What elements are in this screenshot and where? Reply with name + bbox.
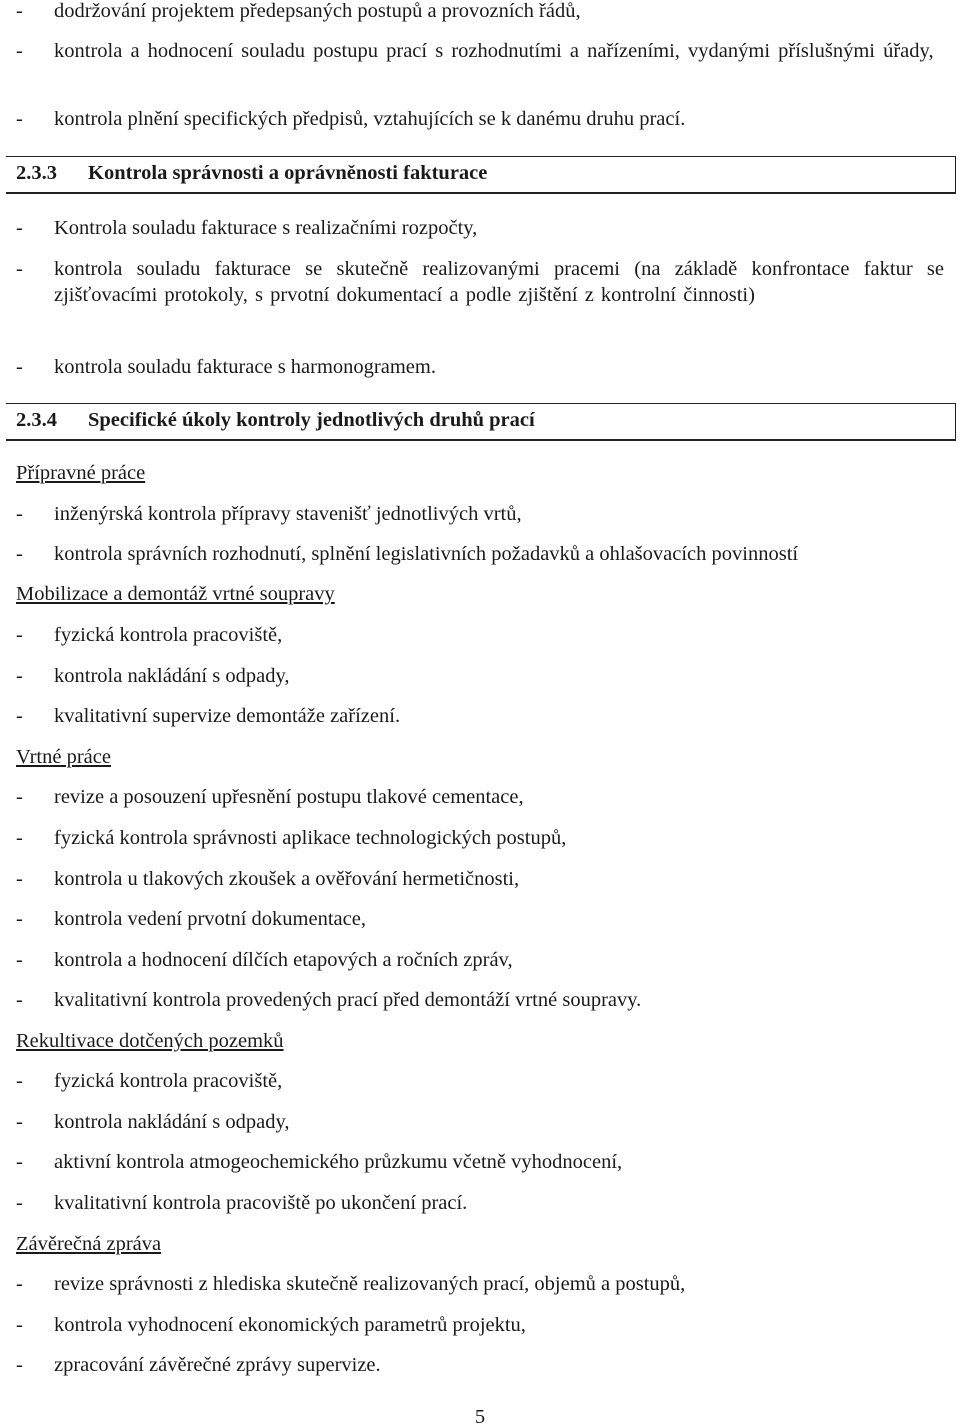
- list-item-text: aktivní kontrola atmogeochemického průzkumu včetně vyhodnocení,: [54, 1151, 623, 1173]
- bullet-dash: -: [16, 705, 23, 727]
- list-item: [16, 1312, 944, 1338]
- bullet-dash: -: [16, 624, 23, 646]
- list-item: [16, 987, 944, 1013]
- list-item-text: kontrola u tlakových zkoušek a ověřování hermetičnosti,: [54, 868, 520, 890]
- bullet-dash: -: [16, 1151, 23, 1173]
- list-item: [16, 906, 944, 932]
- list-item: [16, 947, 944, 973]
- list-item-text: kvalitativní kontrola pracoviště po ukončení prací.: [54, 1192, 468, 1214]
- bullet-dash: -: [16, 665, 23, 687]
- bullet-dash: -: [16, 786, 23, 808]
- list-item-text: Kontrola souladu fakturace s realizačními rozpočty,: [54, 217, 478, 239]
- list-item: [16, 0, 944, 24]
- bullet-dash: -: [16, 1192, 23, 1214]
- section-heading-2-3-3: [6, 156, 956, 194]
- list-item-text: revize a posouzení upřesnění postupu tlakové cementace,: [54, 786, 524, 808]
- list-item-text: inženýrská kontrola přípravy stavenišť jednotlivých vrtů,: [54, 503, 522, 525]
- bullet-dash: -: [16, 503, 23, 525]
- bullet-dash: -: [16, 1070, 23, 1092]
- list-item-text: fyzická kontrola správnosti aplikace technologických postupů,: [54, 827, 567, 849]
- bullet-dash: -: [16, 868, 23, 890]
- list-item: [16, 541, 944, 567]
- list-item-text: dodržování projektem předepsaných postupů a provozních řádů,: [54, 0, 581, 22]
- list-item: [16, 866, 944, 892]
- section-heading-2-3-4: [6, 403, 956, 441]
- bullet-dash: -: [16, 989, 23, 1011]
- list-item: [16, 1271, 944, 1297]
- section-title: Specifické úkoly kontroly jednotlivých druhů prací: [88, 409, 535, 431]
- bullet-dash: -: [16, 0, 23, 22]
- list-item: [16, 256, 944, 308]
- bullet-dash: -: [16, 356, 23, 378]
- bullet-dash: -: [16, 217, 23, 239]
- list-item-text: kontrola plnění specifických předpisů, vztahujících se k danému druhu prací.: [54, 108, 686, 130]
- list-item-text: kvalitativní kontrola provedených prací před demontáží vrtné soupravy.: [54, 989, 642, 1011]
- list-item: [16, 1109, 944, 1135]
- list-item: [16, 622, 944, 648]
- bullet-dash: -: [16, 1111, 23, 1133]
- list-item-text: revize správnosti z hlediska skutečně realizovaných prací, objemů a postupů,: [54, 1273, 686, 1295]
- page-number: 5: [474, 1406, 486, 1428]
- subsection-title: Rekultivace dotčených pozemků: [16, 1030, 284, 1052]
- bullet-dash: -: [16, 1314, 23, 1336]
- list-item-text: kontrola správních rozhodnutí, splnění legislativních požadavků a ohlašovacích povinností: [54, 543, 799, 565]
- list-item: [16, 1190, 944, 1216]
- list-item: [16, 663, 944, 689]
- list-item-text: kontrola nakládání s odpady,: [54, 1111, 290, 1133]
- list-item: [16, 703, 944, 729]
- subsection-title: Přípravné práce: [16, 462, 146, 484]
- section-number: 2.3.4: [16, 409, 57, 431]
- subsection-title: Mobilizace a demontáž vrtné soupravy: [16, 583, 335, 605]
- list-item: [16, 825, 944, 851]
- list-item-text: kontrola vedení prvotní dokumentace,: [54, 908, 366, 930]
- list-item-text: kontrola a hodnocení dílčích etapových a ročních zpráv,: [54, 949, 513, 971]
- bullet-dash: -: [16, 1354, 23, 1376]
- list-item: [16, 215, 944, 241]
- bullet-dash: -: [16, 827, 23, 849]
- section-title: Kontrola správnosti a oprávněnosti fakturace: [88, 162, 488, 184]
- list-item-text: kontrola souladu fakturace s harmonogramem.: [54, 356, 436, 378]
- list-item-text: kontrola nakládání s odpady,: [54, 665, 290, 687]
- list-item-text: kvalitativní supervize demontáže zařízení.: [54, 705, 401, 727]
- list-item: [16, 38, 944, 64]
- bullet-dash: -: [16, 108, 23, 130]
- list-item: [16, 106, 944, 132]
- bullet-dash: -: [16, 949, 23, 971]
- bullet-dash: -: [16, 40, 23, 62]
- list-item: [16, 1352, 944, 1378]
- list-item-text: kontrola souladu fakturace se skutečně realizovanými pracemi (na základě konfrontace faktur se zjišťovacími protokoly, s prvotní dokumentací a podle zjištění z kontrolní činnosti): [54, 258, 944, 306]
- bullet-dash: -: [16, 543, 23, 565]
- list-item-text: zpracování závěrečné zprávy supervize.: [54, 1354, 381, 1376]
- list-item: [16, 1068, 944, 1094]
- section-number: 2.3.3: [16, 162, 57, 184]
- subsection-title: Závěrečná zpráva: [16, 1233, 162, 1255]
- list-item-text: kontrola vyhodnocení ekonomických parametrů projektu,: [54, 1314, 526, 1336]
- list-item: [16, 354, 944, 380]
- subsection-title: Vrtné práce: [16, 746, 111, 768]
- list-item: [16, 784, 944, 810]
- bullet-dash: -: [16, 1273, 23, 1295]
- bullet-dash: -: [16, 258, 23, 280]
- list-item-text: fyzická kontrola pracoviště,: [54, 624, 283, 646]
- list-item-text: fyzická kontrola pracoviště,: [54, 1070, 283, 1092]
- bullet-dash: -: [16, 908, 23, 930]
- list-item: [16, 1149, 944, 1175]
- list-item-text: kontrola a hodnocení souladu postupu prací s rozhodnutími a nařízeními, vydanými příslušnými úřady,: [54, 40, 934, 62]
- list-item: [16, 501, 944, 527]
